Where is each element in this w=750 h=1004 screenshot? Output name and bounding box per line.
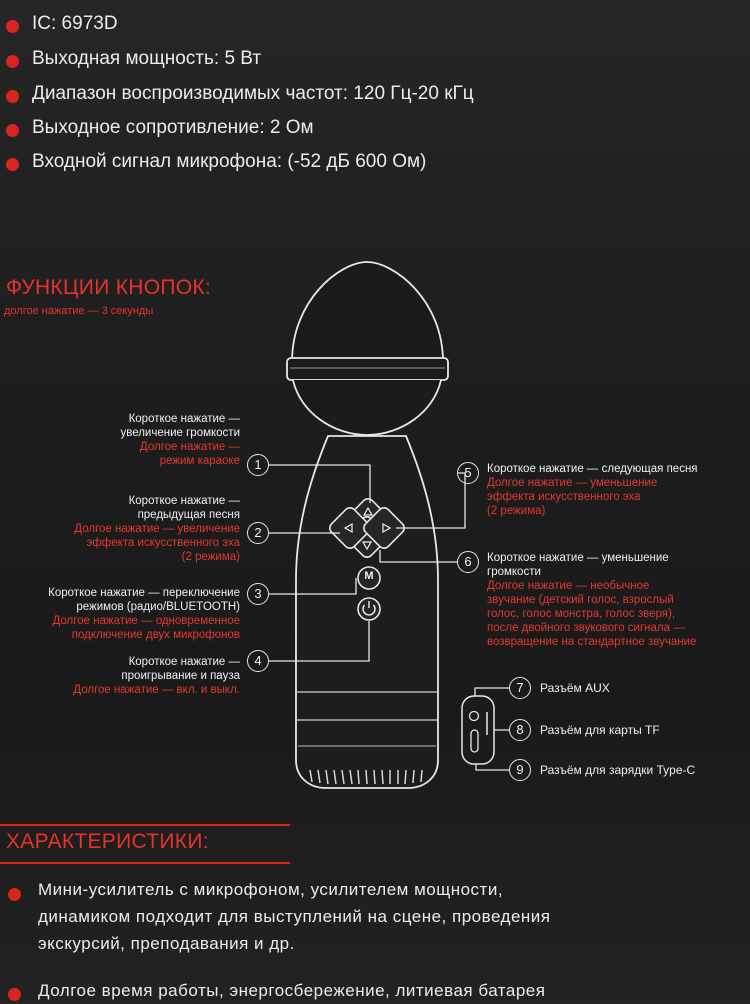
section-divider [0, 824, 290, 826]
callout-6-text: Короткое нажатие — уменьшение громкости Долгое нажатие — необычное звучание (детский голос, взрослый голос, голос монстра, голос зверя), после двойного звукового сигнала — возвращение на стандартное звучание [487, 552, 697, 648]
spec-mic-input: Входной сигнал микрофона: (-52 дБ 600 Ом) [32, 151, 427, 172]
callout-number-4: 4 [247, 650, 269, 672]
characteristic-item-1: Мини-усилитель с микрофоном, усилителем мощности, динамиком подходит для выступлений на сцене, проведения экскурсий, преподавания и др. [38, 880, 551, 953]
callout-3-text: Короткое нажатие — переключение режимов (радио/BLUETOOTH) Долгое нажатие — одновременное подключение двух микрофонов [48, 587, 240, 641]
characteristics-title: ХАРАКТЕРИСТИКИ: [6, 830, 209, 853]
callout-number-3: 3 [247, 583, 269, 605]
spec-impedance: Выходное сопротивление: 2 Ом [32, 117, 314, 138]
side-port-panel [462, 696, 494, 764]
bullet-dot [8, 988, 21, 1001]
callout-number-7: 7 [509, 677, 531, 699]
buttons-section-title: ФУНКЦИИ КНОПОК: [6, 276, 212, 299]
spec-ic: IC: 6973D [32, 13, 118, 34]
bullet-dot [8, 888, 21, 901]
callout-4-text: Короткое нажатие — проигрывание и пауза Долгое нажатие — вкл. и выкл. [73, 656, 240, 696]
callout-number-9: 9 [509, 759, 531, 781]
mic-ring [287, 358, 448, 380]
port-label-type-c: Разъём для зарядки Type-C [540, 763, 696, 777]
spec-power: Выходная мощность: 5 Вт [32, 48, 262, 69]
port-label-tf: Разъём для карты TF [540, 723, 660, 737]
callout-number-2: 2 [247, 522, 269, 544]
callout-5-text: Короткое нажатие — следующая песня Долгое нажатие — уменьшение эффекта искусственного эха (2 режима) [487, 463, 698, 517]
characteristic-item-2: Долгое время работы, энергосбережение, литиевая батарея [38, 981, 546, 1000]
mic-neck [293, 380, 441, 435]
callout-2-text: Короткое нажатие — предыдущая песня Долгое нажатие — увеличение эффекта искусственного эха (2 режима) [74, 495, 240, 563]
callout-number-1: 1 [247, 454, 269, 476]
mode-button-label: M [364, 570, 374, 582]
callout-number-8: 8 [509, 719, 531, 741]
spec-frequency: Диапазон воспроизводимых частот: 120 Гц-20 кГц [32, 83, 474, 104]
buttons-section-note: долгое нажатие — 3 секунды [4, 305, 154, 317]
mic-head [292, 262, 443, 362]
section-divider [0, 862, 290, 864]
callout-number-5: 5 [457, 462, 479, 484]
callout-1-text: Короткое нажатие — увеличение громкости Долгое нажатие — режим караоке [120, 413, 240, 467]
callout-number-6: 6 [457, 551, 479, 573]
port-label-aux: Разъём AUX [540, 681, 610, 695]
